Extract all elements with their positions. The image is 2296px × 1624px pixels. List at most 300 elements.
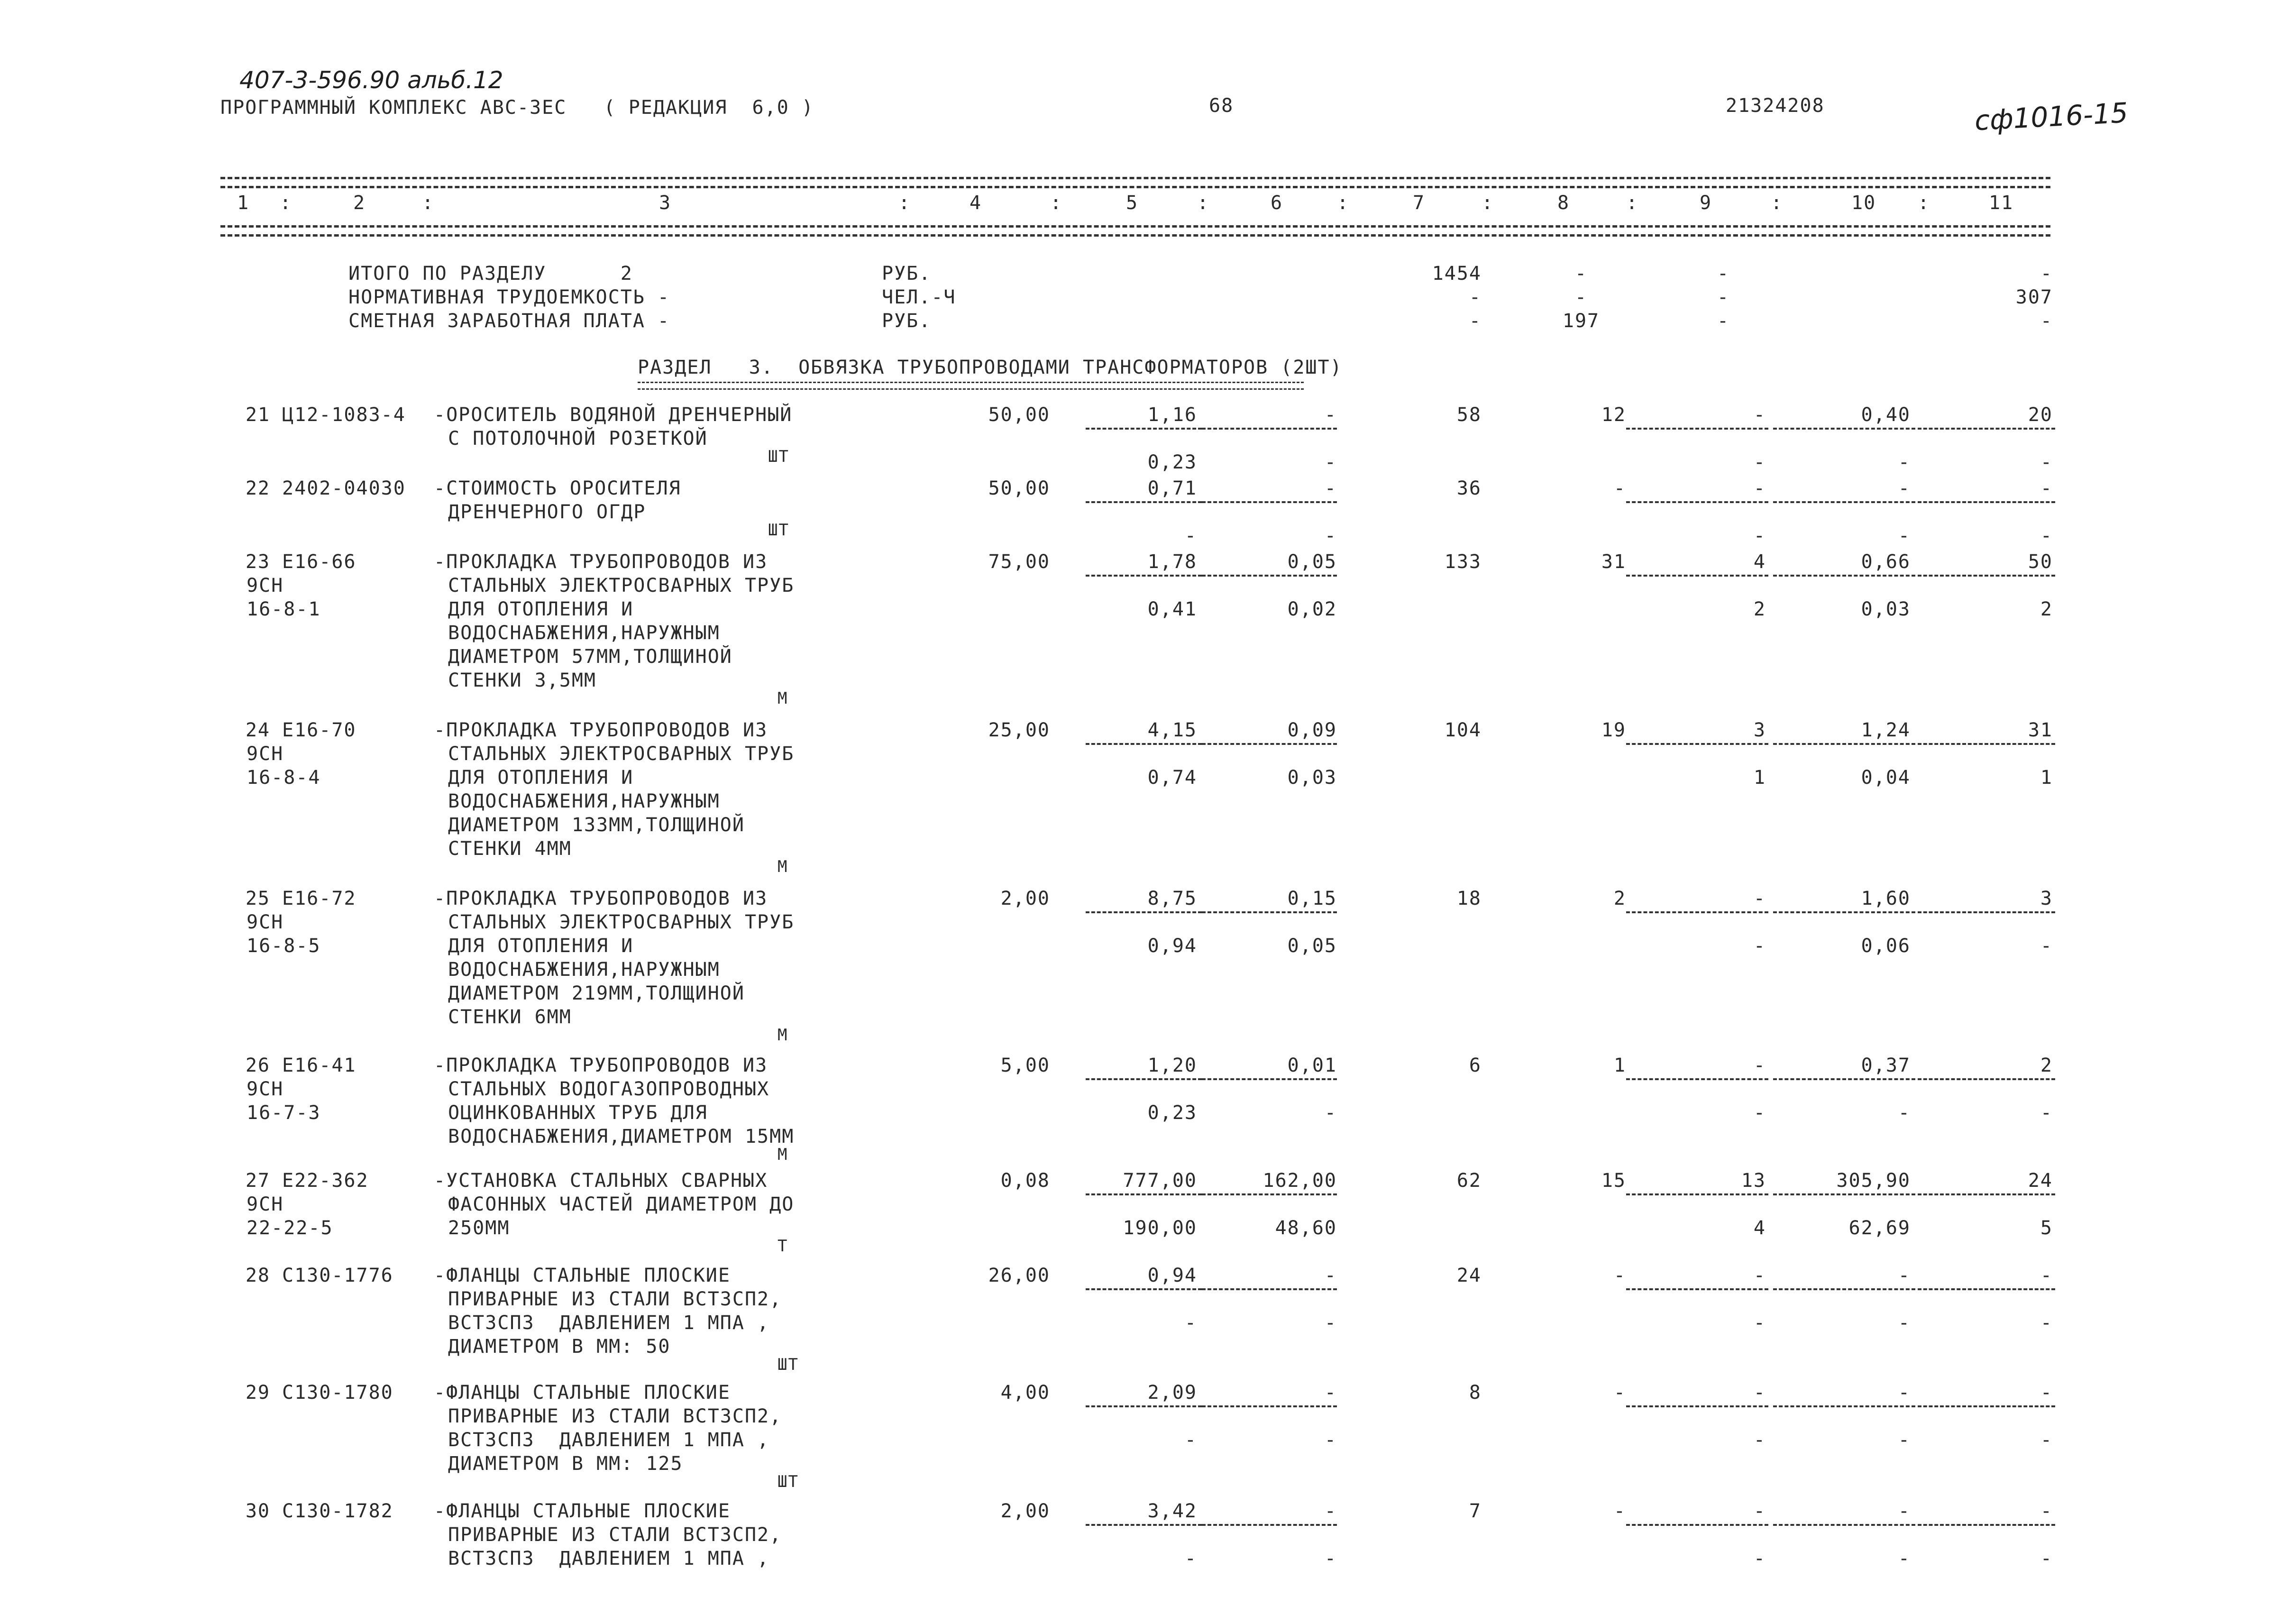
value-underline (1626, 1288, 1768, 1290)
item-col10-labor: - (1898, 1429, 1911, 1451)
value-underline (1918, 911, 2055, 913)
item-col8: - (1613, 1382, 1626, 1404)
item-col11: 50 (2028, 551, 2053, 573)
item-col6-labor: - (1324, 525, 1337, 547)
total-col9: - (1717, 263, 1730, 284)
item-description-line: ПРИВАРНЫЕ ИЗ СТАЛИ ВСТ3СП2, (448, 1524, 782, 1546)
item-description-line: ОЦИНКОВАННЫХ ТРУБ ДЛЯ (448, 1102, 708, 1124)
item-col11: - (2040, 1382, 2053, 1404)
item-number: 21 (245, 404, 270, 426)
value-underline (1202, 911, 1337, 913)
value-underline (1773, 911, 1915, 913)
value-underline (1773, 1405, 1915, 1407)
item-description-line: ДЛЯ ОТОПЛЕНИЯ И (448, 935, 634, 957)
item-col11: - (2040, 1265, 2053, 1286)
item-description-line: СТАЛЬНЫХ ВОДОГАЗОПРОВОДНЫХ (448, 1078, 770, 1100)
item-quantity: 0,08 (1000, 1170, 1050, 1192)
item-col6-labor: - (1324, 1548, 1337, 1569)
column-separator: : (1337, 192, 1350, 214)
item-col6: - (1324, 1382, 1337, 1404)
item-description-line: -ОРОСИТЕЛЬ ВОДЯНОЙ ДРЕНЧЕРНЫЙ (434, 404, 793, 426)
item-description-line: ВСТ3СП3 ДАВЛЕНИЕМ 1 МПА , (448, 1548, 770, 1569)
item-unit: ШТ (768, 447, 789, 466)
column-separator: : (1482, 192, 1494, 214)
item-code: 16-7-3 (247, 1102, 321, 1124)
value-underline (1202, 575, 1337, 577)
item-col9: - (1753, 1500, 1766, 1522)
item-number: 27 (245, 1170, 270, 1192)
item-col8: - (1613, 1500, 1626, 1522)
item-col8: 19 (1601, 719, 1626, 741)
item-col9-labor: 4 (1753, 1217, 1766, 1239)
value-underline (1918, 501, 2055, 503)
value-underline (1202, 1193, 1337, 1195)
item-col10: - (1898, 1265, 1911, 1286)
item-code: Е16-70 (282, 719, 357, 741)
value-underline (1626, 1524, 1768, 1526)
value-underline (1626, 1193, 1768, 1195)
item-col11: - (2040, 1500, 2053, 1522)
item-col9-labor: 2 (1753, 598, 1766, 620)
item-unit: Т (778, 1237, 788, 1256)
item-code: 16-8-4 (247, 767, 321, 789)
value-underline (1773, 501, 1915, 503)
item-col6: 0,09 (1287, 719, 1337, 741)
handwritten-stamp: сф1016-15 (1974, 96, 2129, 137)
column-header-6: 6 (1271, 192, 1283, 214)
item-number: 22 (245, 477, 270, 499)
value-underline (1918, 1078, 2055, 1080)
total-unit: РУБ. (882, 310, 932, 332)
item-description-line: С ПОТОЛОЧНОЙ РОЗЕТКОЙ (448, 428, 708, 450)
item-description-line: ДИАМЕТРОМ В ММ: 50 (448, 1336, 671, 1358)
value-underline (1626, 428, 1768, 430)
item-col11-labor: - (2040, 451, 2053, 473)
item-col11: 2 (2040, 1055, 2053, 1076)
total-col8: - (1574, 263, 1588, 284)
item-code: С130-1776 (282, 1265, 393, 1286)
column-separator: : (898, 192, 911, 214)
item-description-line: ВОДОСНАБЖЕНИЯ,НАРУЖНЫМ (448, 959, 720, 981)
item-col6: 0,05 (1287, 551, 1337, 573)
item-col5-labor: 0,23 (1147, 1102, 1197, 1124)
column-header-4: 4 (970, 192, 982, 214)
item-code: Е16-41 (282, 1055, 357, 1076)
item-col11: - (2040, 477, 2053, 499)
item-description-line: ДИАМЕТРОМ 57ММ,ТОЛЩИНОЙ (448, 646, 732, 668)
value-underline (1202, 501, 1337, 503)
item-col7: 8 (1469, 1382, 1482, 1404)
item-col5-labor: - (1184, 525, 1197, 547)
item-col10-labor: 0,04 (1861, 767, 1911, 789)
item-unit: М (778, 1026, 788, 1045)
item-quantity: 2,00 (1000, 888, 1050, 909)
item-description-line: -ПРОКЛАДКА ТРУБОПРОВОДОВ ИЗ (434, 888, 768, 909)
item-col10-labor: - (1898, 1102, 1911, 1124)
value-underline (1202, 743, 1337, 745)
item-description-line: СТЕНКИ 4ММ (448, 838, 572, 860)
column-header-8: 8 (1557, 192, 1570, 214)
item-col5: 4,15 (1147, 719, 1197, 741)
value-underline (1086, 428, 1202, 430)
item-col9-labor: - (1753, 935, 1766, 957)
item-description-line: ВСТ3СП3 ДАВЛЕНИЕМ 1 МПА , (448, 1429, 770, 1451)
value-underline (1086, 501, 1202, 503)
item-quantity: 2,00 (1000, 1500, 1050, 1522)
item-col7: 133 (1444, 551, 1482, 573)
item-col9: - (1753, 888, 1766, 909)
value-underline (1773, 1078, 1915, 1080)
item-col9: - (1753, 404, 1766, 426)
item-quantity: 5,00 (1000, 1055, 1050, 1076)
item-col9: 4 (1753, 551, 1766, 573)
item-col8: 2 (1613, 888, 1626, 909)
item-code: 16-8-5 (247, 935, 321, 957)
item-unit: ШТ (778, 1355, 799, 1374)
value-underline (1086, 1193, 1202, 1195)
total-col9: - (1717, 310, 1730, 332)
item-description-line: -СТОИМОСТЬ ОРОСИТЕЛЯ (434, 477, 681, 499)
item-col10: - (1898, 477, 1911, 499)
value-underline (1626, 575, 1768, 577)
item-col5: 1,78 (1147, 551, 1197, 573)
item-col5-labor: 0,74 (1147, 767, 1197, 789)
item-col10: 0,37 (1861, 1055, 1911, 1076)
item-col11: 31 (2028, 719, 2053, 741)
item-number: 29 (245, 1382, 270, 1404)
item-col5: 8,75 (1147, 888, 1197, 909)
item-description-line: ВОДОСНАБЖЕНИЯ,ДИАМЕТРОМ 15ММ (448, 1126, 795, 1147)
item-col11-labor: - (2040, 525, 2053, 547)
column-header-3: 3 (659, 192, 672, 214)
item-code: 9СН (247, 575, 284, 596)
total-col9: - (1717, 286, 1730, 308)
column-header-7: 7 (1413, 192, 1426, 214)
item-col10-labor: 0,06 (1861, 935, 1911, 957)
total-col11: 307 (2015, 286, 2053, 308)
item-description-line: -ФЛАНЦЫ СТАЛЬНЫЕ ПЛОСКИЕ (434, 1500, 731, 1522)
item-col9-labor: - (1753, 1312, 1766, 1334)
column-header-11: 11 (1989, 192, 2014, 214)
item-description-line: -УСТАНОВКА СТАЛЬНЫХ СВАРНЫХ (434, 1170, 768, 1192)
item-col9-labor: - (1753, 525, 1766, 547)
item-description-line: ДРЕНЧЕРНОГО ОГДР (448, 501, 646, 523)
header-bottom-rule (220, 225, 2050, 228)
item-col10-labor: - (1898, 525, 1911, 547)
column-header-5: 5 (1126, 192, 1139, 214)
item-code: 2402-04030 (282, 477, 406, 499)
value-underline (1626, 501, 1768, 503)
item-description-line: ВОДОСНАБЖЕНИЯ,НАРУЖНЫМ (448, 790, 720, 812)
program-title: ПРОГРАММНЫЙ КОМПЛЕКС АВС-ЗЕС ( РЕДАКЦИЯ 6,0 ) (220, 97, 814, 119)
item-description-line: ПРИВАРНЫЕ ИЗ СТАЛИ ВСТ3СП2, (448, 1405, 782, 1427)
item-code: Е16-72 (282, 888, 357, 909)
item-col9: - (1753, 1055, 1766, 1076)
item-col11-labor: - (2040, 1548, 2053, 1569)
item-description-line: ДИАМЕТРОМ 219ММ,ТОЛЩИНОЙ (448, 982, 745, 1004)
item-col5: 2,09 (1147, 1382, 1197, 1404)
item-description-line: -ФЛАНЦЫ СТАЛЬНЫЕ ПЛОСКИЕ (434, 1382, 731, 1404)
value-underline (1202, 1288, 1337, 1290)
value-underline (1918, 1288, 2055, 1290)
value-underline (1086, 1524, 1202, 1526)
item-col5-labor: - (1184, 1548, 1197, 1569)
item-col6: - (1324, 1500, 1337, 1522)
item-unit: ШТ (778, 1472, 799, 1491)
value-underline (1626, 1078, 1768, 1080)
album-reference: 407-3-596.90 альб.12 (239, 66, 503, 94)
total-col8: - (1574, 286, 1588, 308)
column-separator: : (1050, 192, 1063, 214)
item-col6: - (1324, 404, 1337, 426)
value-underline (1773, 1288, 1915, 1290)
item-col5: 0,94 (1147, 1265, 1197, 1286)
value-underline (1918, 575, 2055, 577)
item-description-line: ДЛЯ ОТОПЛЕНИЯ И (448, 598, 634, 620)
value-underline (1202, 1078, 1337, 1080)
value-underline (1918, 1524, 2055, 1526)
item-col5: 1,20 (1147, 1055, 1197, 1076)
item-col5-labor: - (1184, 1312, 1197, 1334)
item-col8: - (1613, 1265, 1626, 1286)
value-underline (1773, 428, 1915, 430)
column-header-1: 1 (237, 192, 250, 214)
item-col9: - (1753, 1382, 1766, 1404)
item-col5: 777,00 (1123, 1170, 1197, 1192)
item-unit: М (778, 857, 788, 876)
total-label: СМЕТНАЯ ЗАРАБОТНАЯ ПЛАТА - (348, 310, 670, 332)
item-col10: - (1898, 1382, 1911, 1404)
value-underline (1918, 1405, 2055, 1407)
item-col5-labor: - (1184, 1429, 1197, 1451)
item-number: 24 (245, 719, 270, 741)
item-number: 23 (245, 551, 270, 573)
item-col10: 305,90 (1836, 1170, 1911, 1192)
item-col6-labor: 0,03 (1287, 767, 1337, 789)
item-description-line: ФАСОННЫХ ЧАСТЕЙ ДИАМЕТРОМ ДО (448, 1193, 795, 1215)
item-code: С130-1780 (282, 1382, 393, 1404)
item-col11-labor: - (2040, 1312, 2053, 1334)
item-col10: 0,66 (1861, 551, 1911, 573)
item-quantity: 50,00 (988, 477, 1050, 499)
item-code: 16-8-1 (247, 598, 321, 620)
value-underline (1202, 1524, 1337, 1526)
item-col8: - (1613, 477, 1626, 499)
value-underline (1918, 1193, 2055, 1195)
item-col6-labor: - (1324, 1312, 1337, 1334)
column-separator: : (422, 192, 435, 214)
item-col6: 162,00 (1262, 1170, 1337, 1192)
item-col8: 12 (1601, 404, 1626, 426)
item-col11: 3 (2040, 888, 2053, 909)
column-separator: : (280, 192, 293, 214)
item-col6-labor: 0,02 (1287, 598, 1337, 620)
total-col7: - (1469, 286, 1482, 308)
column-separator: : (1626, 192, 1639, 214)
item-col5-labor: 190,00 (1123, 1217, 1197, 1239)
item-col10-labor: - (1898, 451, 1911, 473)
value-underline (1086, 1078, 1202, 1080)
item-col6-labor: - (1324, 1429, 1337, 1451)
item-description-line: -ПРОКЛАДКА ТРУБОПРОВОДОВ ИЗ (434, 551, 768, 573)
item-code: 9СН (247, 1193, 284, 1215)
item-col8: 31 (1601, 551, 1626, 573)
item-col6-labor: - (1324, 1102, 1337, 1124)
item-col8: 15 (1601, 1170, 1626, 1192)
item-col10-labor: 62,69 (1848, 1217, 1911, 1239)
item-col5-labor: 0,94 (1147, 935, 1197, 957)
item-col6-labor: - (1324, 451, 1337, 473)
total-label: НОРМАТИВНАЯ ТРУДОЕМКОСТЬ - (348, 286, 670, 308)
total-label: ИТОГО ПО РАЗДЕЛУ 2 (348, 263, 633, 284)
item-description-line: СТАЛЬНЫХ ЭЛЕКТРОСВАРНЫХ ТРУБ (448, 743, 795, 765)
item-col8: 1 (1613, 1055, 1626, 1076)
value-underline (1918, 428, 2055, 430)
item-col11-labor: 5 (2040, 1217, 2053, 1239)
item-description-line: -ПРОКЛАДКА ТРУБОПРОВОДОВ ИЗ (434, 1055, 768, 1076)
total-col7: - (1469, 310, 1482, 332)
item-quantity: 25,00 (988, 719, 1050, 741)
value-underline (1086, 1288, 1202, 1290)
item-col6-labor: 0,05 (1287, 935, 1337, 957)
value-underline (1202, 428, 1337, 430)
item-number: 26 (245, 1055, 270, 1076)
item-col6: 0,15 (1287, 888, 1337, 909)
item-col7: 58 (1456, 404, 1482, 426)
item-col7: 6 (1469, 1055, 1482, 1076)
item-description-line: -ПРОКЛАДКА ТРУБОПРОВОДОВ ИЗ (434, 719, 768, 741)
item-col10-labor: - (1898, 1548, 1911, 1569)
column-header-9: 9 (1700, 192, 1712, 214)
item-col5-labor: 0,41 (1147, 598, 1197, 620)
item-col10: 0,40 (1861, 404, 1911, 426)
item-code: 22-22-5 (247, 1217, 333, 1239)
header-top-rule (220, 177, 2050, 179)
item-col7: 18 (1456, 888, 1482, 909)
item-code: 9СН (247, 1078, 284, 1100)
item-quantity: 75,00 (988, 551, 1050, 573)
item-description-line: ДИАМЕТРОМ 133ММ,ТОЛЩИНОЙ (448, 814, 745, 836)
item-col7: 62 (1456, 1170, 1482, 1192)
item-description-line: ДЛЯ ОТОПЛЕНИЯ И (448, 767, 634, 789)
item-col9: 13 (1741, 1170, 1766, 1192)
item-col10-labor: - (1898, 1312, 1911, 1334)
item-unit: ШТ (768, 521, 789, 540)
item-description-line: СТАЛЬНЫХ ЭЛЕКТРОСВАРНЫХ ТРУБ (448, 911, 795, 933)
item-number: 28 (245, 1265, 270, 1286)
item-col9-labor: - (1753, 1102, 1766, 1124)
item-col5: 3,42 (1147, 1500, 1197, 1522)
item-description-line: ВОДОСНАБЖЕНИЯ,НАРУЖНЫМ (448, 622, 720, 644)
column-header-2: 2 (353, 192, 366, 214)
item-code: 9СН (247, 911, 284, 933)
document-code: 21324208 (1726, 95, 1825, 117)
item-description-line: СТЕНКИ 6ММ (448, 1006, 572, 1028)
item-quantity: 4,00 (1000, 1382, 1050, 1404)
value-underline (1773, 1193, 1915, 1195)
section3-title: РАЗДЕЛ 3. ОБВЯЗКА ТРУБОПРОВОДАМИ ТРАНСФОРМАТОРОВ (2ШТ) (638, 357, 1343, 378)
item-col7: 24 (1456, 1265, 1482, 1286)
item-col11: 20 (2028, 404, 2053, 426)
item-code: С130-1782 (282, 1500, 393, 1522)
item-col11: 24 (2028, 1170, 2053, 1192)
item-col5: 1,16 (1147, 404, 1197, 426)
item-col10: 1,24 (1861, 719, 1911, 741)
item-col6: 0,01 (1287, 1055, 1337, 1076)
item-col7: 36 (1456, 477, 1482, 499)
item-col10: 1,60 (1861, 888, 1911, 909)
item-col9-labor: - (1753, 1429, 1766, 1451)
item-description-line: СТЕНКИ 3,5ММ (448, 670, 596, 691)
value-underline (1202, 1405, 1337, 1407)
item-col7: 104 (1444, 719, 1482, 741)
item-unit: М (778, 689, 788, 708)
item-col5: 0,71 (1147, 477, 1197, 499)
item-description-line: 250ММ (448, 1217, 510, 1239)
total-unit: РУБ. (882, 263, 932, 284)
value-underline (1626, 743, 1768, 745)
item-col11-labor: 1 (2040, 767, 2053, 789)
item-col11-labor: - (2040, 935, 2053, 957)
item-description-line: -ФЛАНЦЫ СТАЛЬНЫЕ ПЛОСКИЕ (434, 1265, 731, 1286)
item-code: Е16-66 (282, 551, 357, 573)
item-col9-labor: - (1753, 451, 1766, 473)
item-number: 30 (245, 1500, 270, 1522)
item-col9-labor: 1 (1753, 767, 1766, 789)
value-underline (1086, 743, 1202, 745)
column-separator: : (1771, 192, 1784, 214)
item-col11-labor: 2 (2040, 598, 2053, 620)
total-col7: 1454 (1432, 263, 1482, 284)
item-description-line: ДИАМЕТРОМ В ММ: 125 (448, 1453, 683, 1475)
item-col5-labor: 0,23 (1147, 451, 1197, 473)
header-bottom-rule-2 (220, 234, 2050, 237)
item-code: Е22-362 (282, 1170, 369, 1192)
item-col9: 3 (1753, 719, 1766, 741)
page-number: 68 (1209, 95, 1234, 117)
item-description-line: СТАЛЬНЫХ ЭЛЕКТРОСВАРНЫХ ТРУБ (448, 575, 795, 596)
total-col11: - (2040, 310, 2053, 332)
item-col6: - (1324, 477, 1337, 499)
item-description-line: ВСТ3СП3 ДАВЛЕНИЕМ 1 МПА , (448, 1312, 770, 1334)
item-quantity: 26,00 (988, 1265, 1050, 1286)
column-separator: : (1197, 192, 1210, 214)
value-underline (1626, 1405, 1768, 1407)
header-top-rule-2 (220, 186, 2050, 188)
value-underline (1773, 1524, 1915, 1526)
item-description-line: ПРИВАРНЫЕ ИЗ СТАЛИ ВСТ3СП2, (448, 1288, 782, 1310)
item-col6-labor: 48,60 (1275, 1217, 1337, 1239)
item-number: 25 (245, 888, 270, 909)
item-col10-labor: 0,03 (1861, 598, 1911, 620)
item-unit: М (778, 1145, 788, 1164)
item-col9: - (1753, 477, 1766, 499)
item-col11-labor: - (2040, 1102, 2053, 1124)
total-unit: ЧЕЛ.-Ч (882, 286, 956, 308)
value-underline (1773, 575, 1915, 577)
item-col6: - (1324, 1265, 1337, 1286)
total-col11: - (2040, 263, 2053, 284)
column-header-10: 10 (1851, 192, 1876, 214)
item-col9: - (1753, 1265, 1766, 1286)
item-quantity: 50,00 (988, 404, 1050, 426)
item-code: 9СН (247, 743, 284, 765)
value-underline (1086, 911, 1202, 913)
column-separator: : (1918, 192, 1930, 214)
item-col10: - (1898, 1500, 1911, 1522)
value-underline (1918, 743, 2055, 745)
item-code: Ц12-1083-4 (282, 404, 406, 426)
